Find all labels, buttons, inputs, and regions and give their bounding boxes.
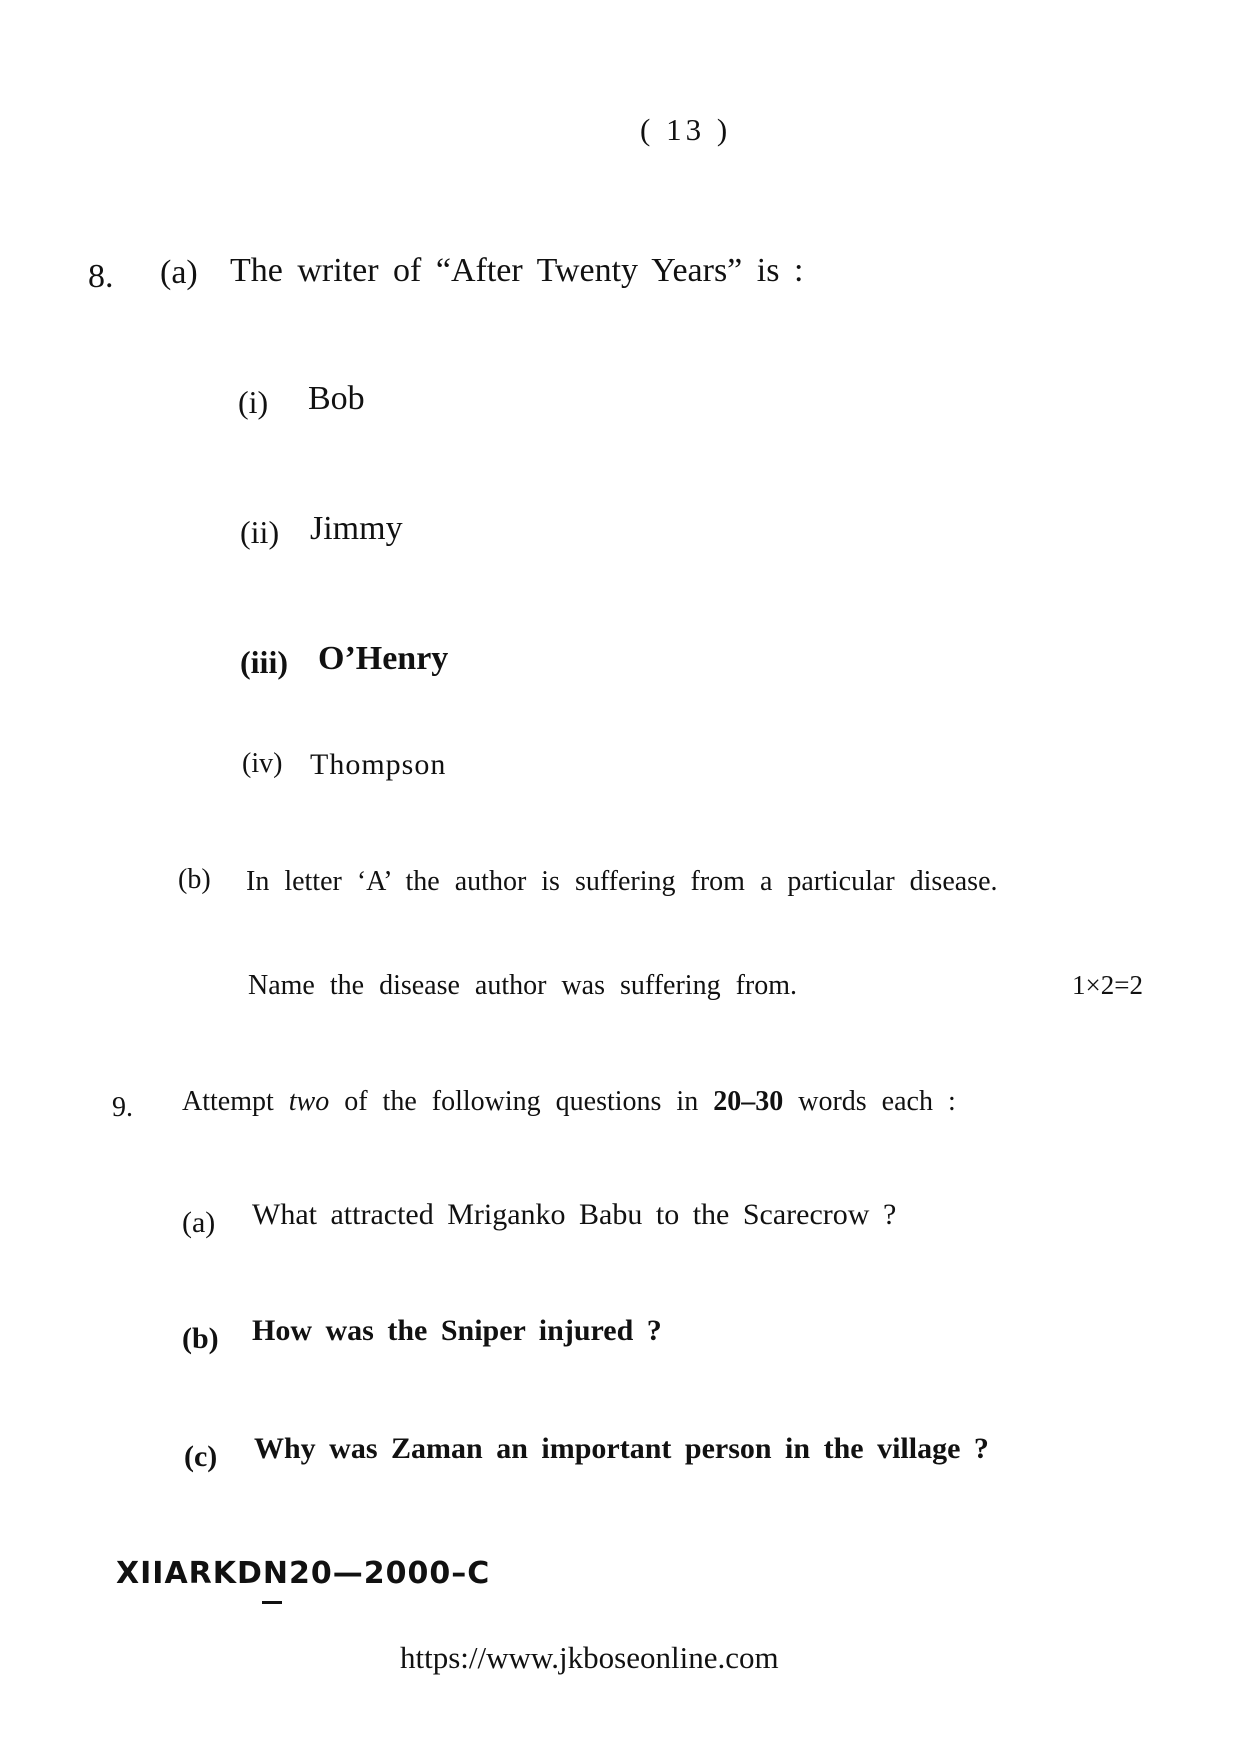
question-9c-text: Why was Zaman an important person in the village ? [254,1432,989,1465]
option-i-label: (i) [238,384,269,420]
question-9c-label: (c) [184,1440,218,1473]
option-ii-text: Jimmy [310,510,403,547]
question-9a-text: What attracted Mriganko Babu to the Scarecrow ? [252,1198,897,1231]
question-9-intro-em: two [288,1086,330,1117]
option-iv-text: Thompson [310,748,447,781]
question-9b-text: How was the Sniper injured ? [252,1314,662,1347]
question-8a-label: (a) [160,254,198,291]
question-8a-text: The writer of “After Twenty Years” is : [230,252,804,289]
paper-code: XIIARKDN20—2000–C [116,1556,491,1591]
question-9-intro-pre: Attempt [182,1086,274,1117]
question-9-intro [182,1086,956,1118]
option-i-text: Bob [308,380,365,417]
question-8-marks: 1×2=2 [1072,970,1143,1000]
question-9-intro-mid: of the following questions in [344,1086,699,1117]
option-iv-label: (iv) [242,748,283,779]
question-9b-label: (b) [182,1322,219,1355]
option-iii-text: O’Henry [318,640,449,677]
question-9-intro-post: words each : [798,1086,956,1117]
pen-mark [262,1601,282,1604]
page-number: ( 13 ) [640,112,732,147]
source-url[interactable]: https://www.jkboseonline.com [400,1640,779,1675]
question-8b-line1: In letter ‘A’ the author is suffering from a particular disease. [246,866,998,897]
question-9a-label: (a) [182,1206,216,1239]
question-8b-label: (b) [178,864,211,895]
question-8-number: 8. [88,258,114,295]
option-ii-label: (ii) [240,514,280,550]
question-9-number: 9. [112,1092,133,1123]
option-iii-label: (iii) [240,644,288,680]
question-9-word-range: 20–30 [713,1086,784,1117]
question-8b-line2: Name the disease author was suffering from. [248,970,797,1001]
